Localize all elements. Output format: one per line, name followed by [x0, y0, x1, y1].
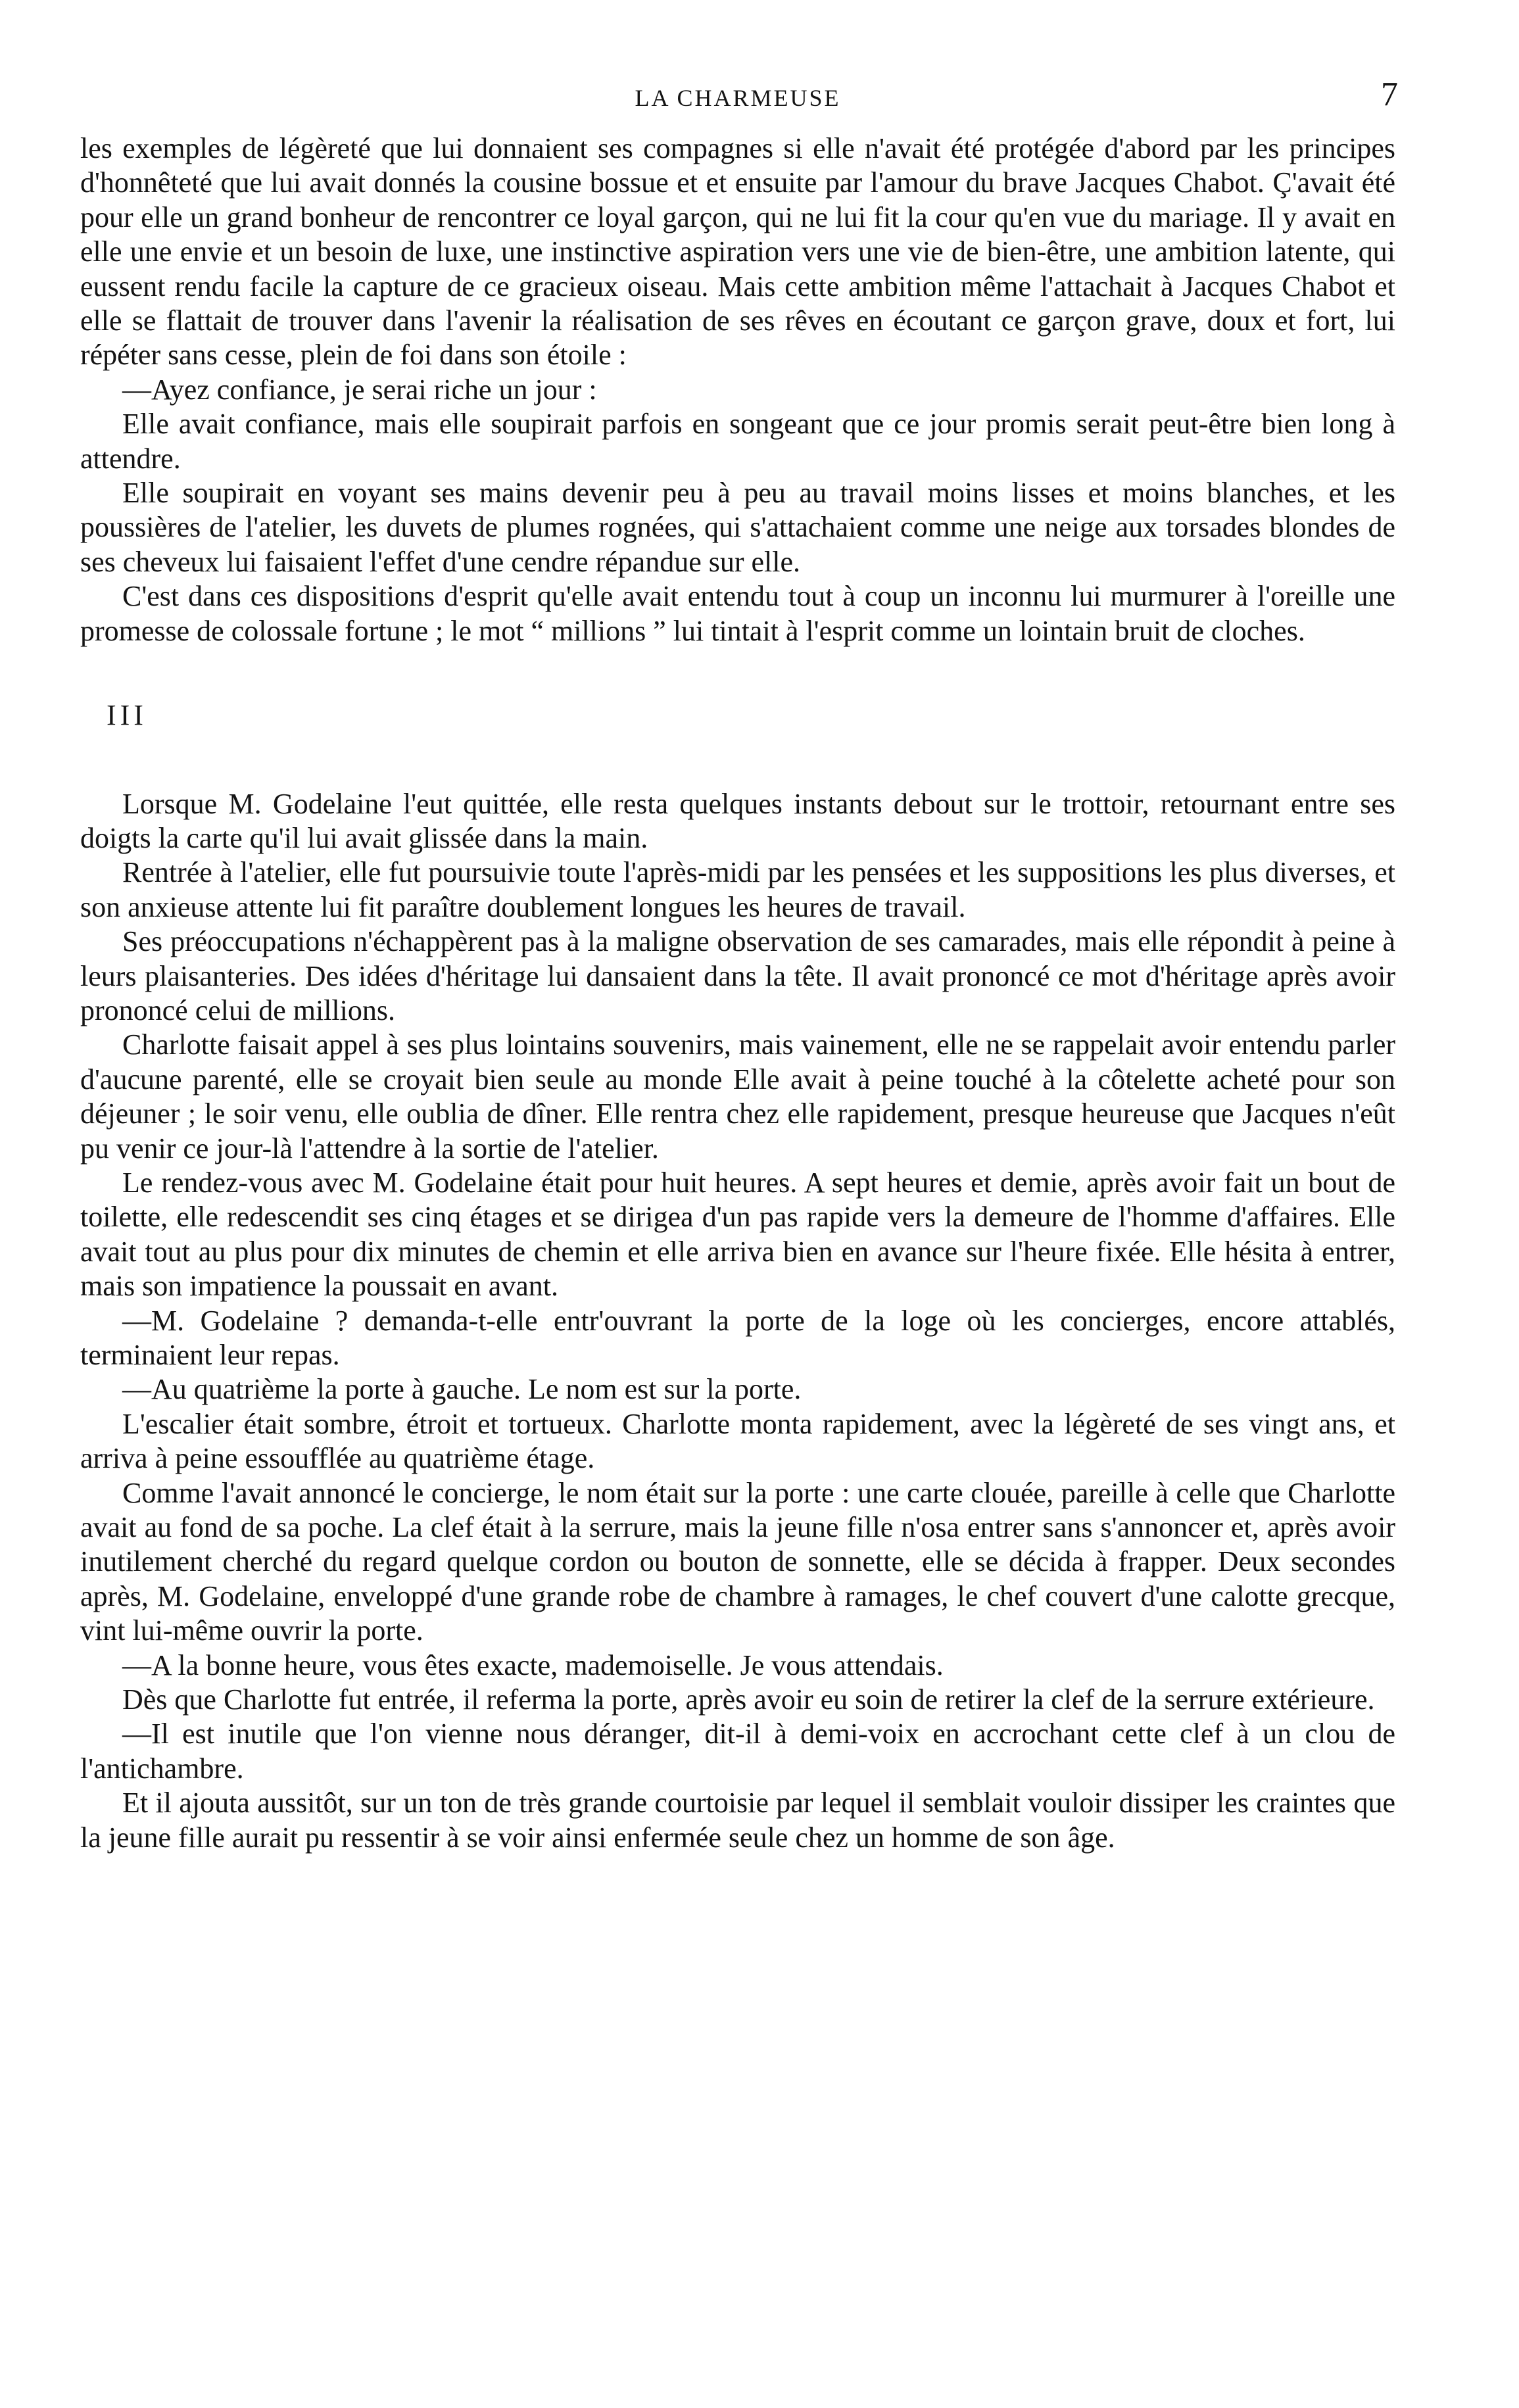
paragraph: Lorsque M. Godelaine l'eut quittée, elle resta quelques instants debout sur le trottoir, retournant entre ses doigts la carte qu'il lui avait glissée dans la main. — [80, 787, 1395, 854]
paragraph: Charlotte faisait appel à ses plus lointains souvenirs, mais vainement, elle ne se rappelait avoir entendu parler d'aucune parenté, elle se croyait bien seule au monde Elle avait à peine touché à la côtelette acheté pour son déjeuner ; le soir venu, elle oublia de dîner. Elle rentra chez elle rapidement, presque heureuse que Jacques n'eût pu venir ce jour-là l'attendre à la sortie de l'atelier. — [80, 1028, 1395, 1165]
paragraph: —Au quatrième la porte à gauche. Le nom est sur la porte. — [122, 1373, 802, 1406]
running-title: LA CHARMEUSE — [635, 85, 841, 111]
page-number: 7 — [1381, 76, 1398, 113]
book-page — [80, 72, 1398, 1855]
paragraph: L'escalier était sombre, étroit et tortueux. Charlotte monta rapidement, avec la légèreté de ses vingt ans, et arriva à peine essoufflée au quatrième étage. — [80, 1407, 1395, 1475]
paragraph: Et il ajouta aussitôt, sur un ton de très grande courtoisie par lequel il semblait vouloir dissiper les craintes que la jeune fille aurait pu ressentir à se voir ainsi enfermée seule chez un homme de son âge. — [80, 1787, 1395, 1854]
paragraph: Le rendez-vous avec M. Godelaine était pour huit heures. A sept heures et demie, après avoir fait un bout de toilette, elle redescendit ses cinq étages et se dirigea d'un pas rapide vers la demeure de l'homme d'affaires. Elle avait tout au plus pour dix minutes de chemin et elle arriva bien en avance sur l'heure fixée. Elle hésita à entrer, mais son impatience la poussait en avant. — [80, 1166, 1395, 1303]
paragraph: Elle soupirait en voyant ses mains devenir peu à peu au travail moins lisses et moins blanches, et les poussières de l'atelier, les duvets de plumes rognées, qui s'attachaient comme une neige aux torsades blondes de ses cheveux lui faisaient l'effet d'une cendre répandue sur elle. — [80, 477, 1395, 578]
paragraph: Dès que Charlotte fut entrée, il referma la porte, après avoir eu soin de retirer la clef de la serrure extérieure. — [122, 1683, 1375, 1716]
paragraph: —M. Godelaine ? demanda-t-elle entr'ouvrant la porte de la loge où les concierges, encore attablés, terminaient leur repas. — [80, 1304, 1395, 1371]
paragraph: —A la bonne heure, vous êtes exacte, mademoiselle. Je vous attendais. — [122, 1649, 944, 1681]
paragraph: Elle avait confiance, mais elle soupirait parfois en songeant que ce jour promis serait peut-être bien long à attendre. — [80, 408, 1395, 475]
paragraph: C'est dans ces dispositions d'esprit qu'elle avait entendu tout à coup un inconnu lui murmurer à l'oreille une promesse de colossale fortune ; le mot “ millions ” lui tintait à l'esprit comme un lointain bruit de cloches. — [80, 580, 1395, 647]
page-header — [80, 72, 1398, 132]
paragraph: —Ayez confiance, je serai riche un jour : — [122, 373, 597, 406]
paragraph: les exemples de légèreté que lui donnaient ses compagnes si elle n'avait été protégée d'abord par les principes d'honnêteté que lui avait donnés la cousine bossue et et ensuite par l'amour du brave Jacques Chabot. Ç'avait été pour elle un grand bonheur de rencontrer ce loyal garçon, qui ne lui fit la cour qu'en vue du mariage. Il y avait en elle une envie et un besoin de luxe, une instinctive aspiration vers une vie de bien-être, une ambition latente, qui eussent rendu facile la capture de ce gracieux oiseau. Mais cette ambition même l'attachait à Jacques Chabot et elle se flattait de trouver dans l'avenir la réalisation de ses rêves en écoutant ce garçon grave, doux et fort, lui répéter sans cesse, plein de foi dans son étoile : — [80, 132, 1395, 372]
paragraph: Ses préoccupations n'échappèrent pas à la maligne observation de ses camarades, mais elle répondit à peine à leurs plaisanteries. Des idées d'héritage lui dansaient dans la tête. Il avait prononcé ce mot d'héritage après avoir prononcé celui de millions. — [80, 925, 1395, 1026]
chapter-heading: III — [107, 699, 147, 732]
paragraph: —Il est inutile que l'on vienne nous déranger, dit-il à demi-voix en accrochant cette clef à un clou de l'antichambre. — [80, 1718, 1395, 1785]
body-text — [80, 132, 1395, 1855]
paragraph: Rentrée à l'atelier, elle fut poursuivie toute l'après-midi par les pensées et les suppositions les plus diverses, et son anxieuse attente lui fit paraître doublement longues les heures de travail. — [80, 856, 1395, 923]
paragraph: Comme l'avait annoncé le concierge, le nom était sur la porte : une carte clouée, pareille à celle que Charlotte avait au fond de sa poche. La clef était à la serrure, mais la jeune fille n'osa entrer sans s'annoncer et, après avoir inutilement cherché du regard quelque cordon ou bouton de sonnette, elle se décida à frapper. Deux secondes après, M. Godelaine, enveloppé d'une grande robe de chambre à ramages, le chef couvert d'une calotte grecque, vint lui-même ouvrir la porte. — [80, 1476, 1395, 1647]
